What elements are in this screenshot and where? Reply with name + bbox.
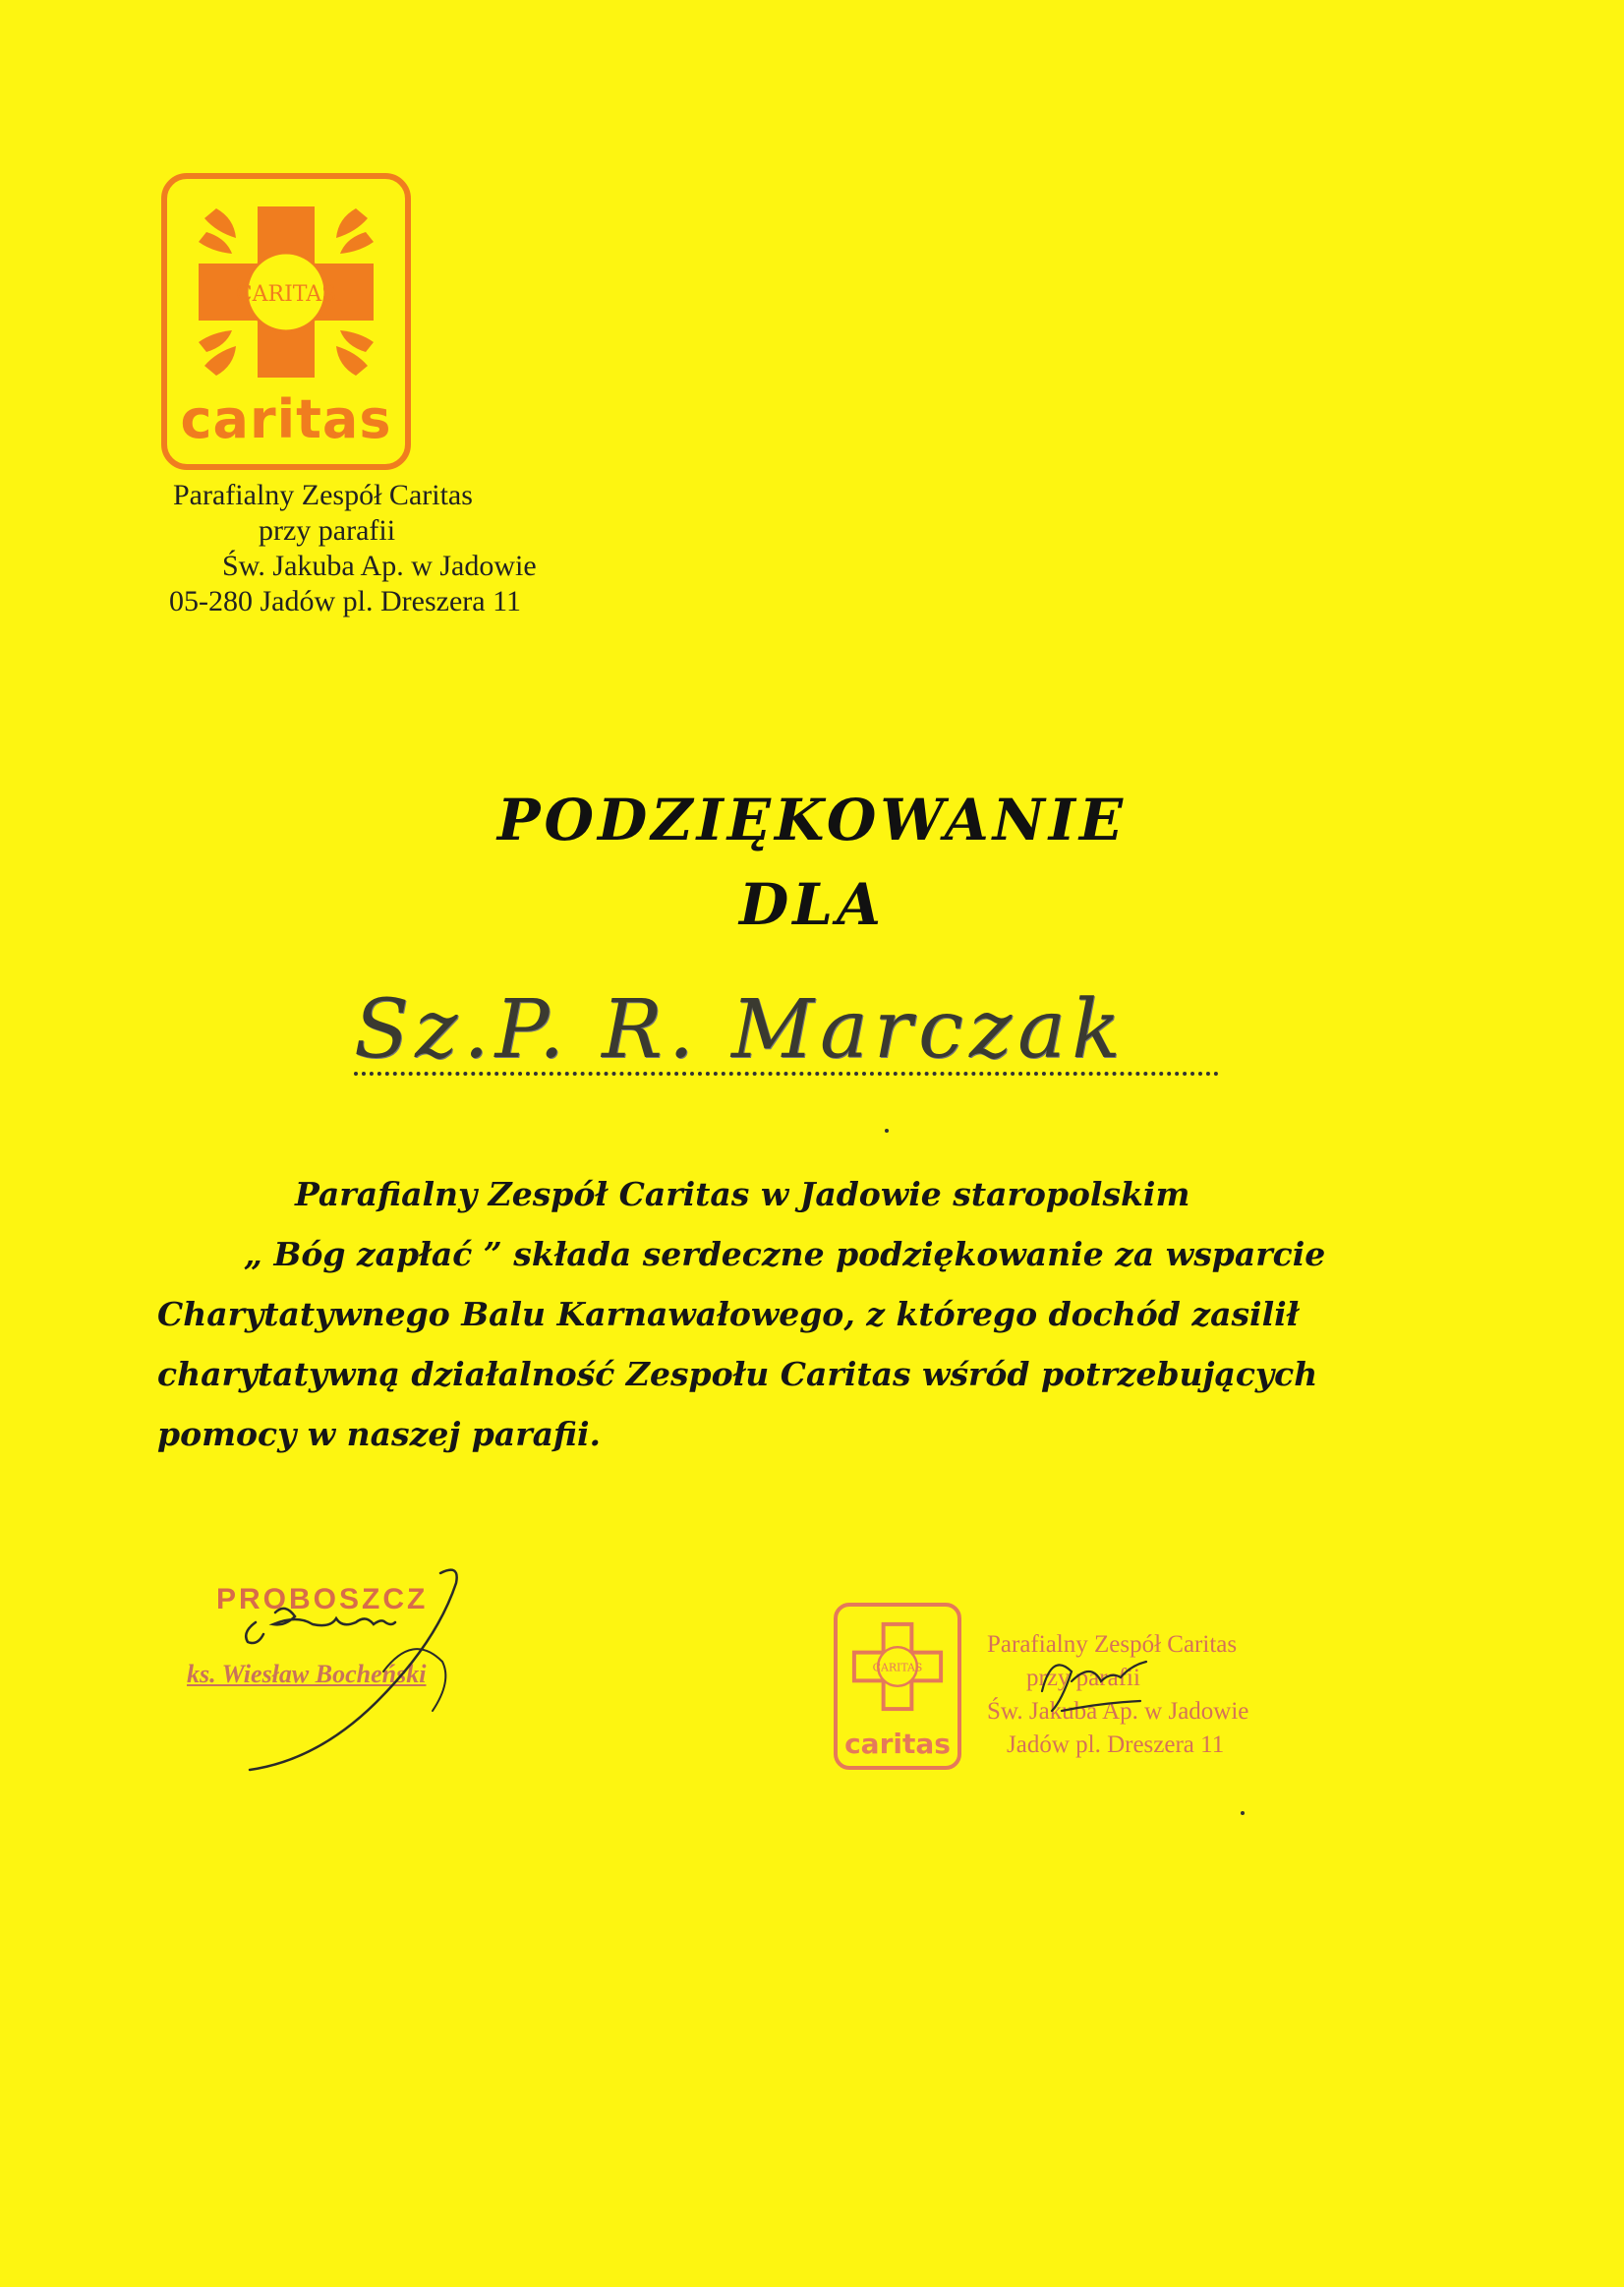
speck xyxy=(885,1129,889,1133)
body-line: Charytatywnego Balu Karnawałowego, z którego dochód zasilił xyxy=(157,1295,1300,1333)
pastor-signature-icon xyxy=(197,1554,570,1789)
address-line: Św. Jakuba Ap. w Jadowie xyxy=(222,550,537,582)
pastor-stamp-name: ks. Wiesław Bocheński xyxy=(187,1660,427,1688)
body-line: pomocy w naszej parafii. xyxy=(157,1415,602,1453)
caritas-cross-icon xyxy=(843,1613,952,1721)
caritas-signature-icon xyxy=(1022,1632,1180,1740)
body-line: Parafialny Zespół Caritas w Jadowie staropolskim xyxy=(295,1175,1190,1213)
logo-cross-text: CARITAS xyxy=(235,282,337,307)
speck xyxy=(1241,1811,1245,1815)
certificate-subtitle: DLA xyxy=(738,871,886,938)
certificate-title: PODZIĘKOWANIE xyxy=(496,787,1128,853)
logo-word: caritas xyxy=(180,388,392,450)
pastor-stamp-title: PROBOSZCZ xyxy=(216,1583,429,1615)
caritas-cross-icon xyxy=(177,189,395,395)
address-line: 05-280 Jadów pl. Dreszera 11 xyxy=(169,585,521,617)
stamp-logo-word: caritas xyxy=(844,1728,951,1760)
address-line: przy parafii xyxy=(259,514,396,547)
address-line: Parafialny Zespół Caritas xyxy=(173,479,473,511)
body-line: „ Bóg zapłać ” składa serdeczne podziękowanie za wsparcie xyxy=(244,1235,1326,1273)
stamp-address-line: przy parafii xyxy=(1026,1665,1140,1691)
caritas-logo xyxy=(161,173,411,470)
recipient-name: Sz.P. R. Marczak xyxy=(354,983,1127,1077)
stamp-address-line: Parafialny Zespół Caritas xyxy=(987,1631,1238,1658)
body-text xyxy=(157,1164,1386,1464)
stamp-address-line: Jadów pl. Dreszera 11 xyxy=(1007,1731,1225,1758)
organization-address xyxy=(165,478,598,619)
caritas-stamp-logo xyxy=(834,1603,961,1770)
stamp-cross-text: CARITAS xyxy=(872,1661,923,1674)
body-line: charytatywną działalność Zespołu Caritas wśród potrzebujących xyxy=(157,1355,1318,1393)
stamp-address-line: Św. Jakuba Ap. w Jadowie xyxy=(987,1698,1249,1725)
